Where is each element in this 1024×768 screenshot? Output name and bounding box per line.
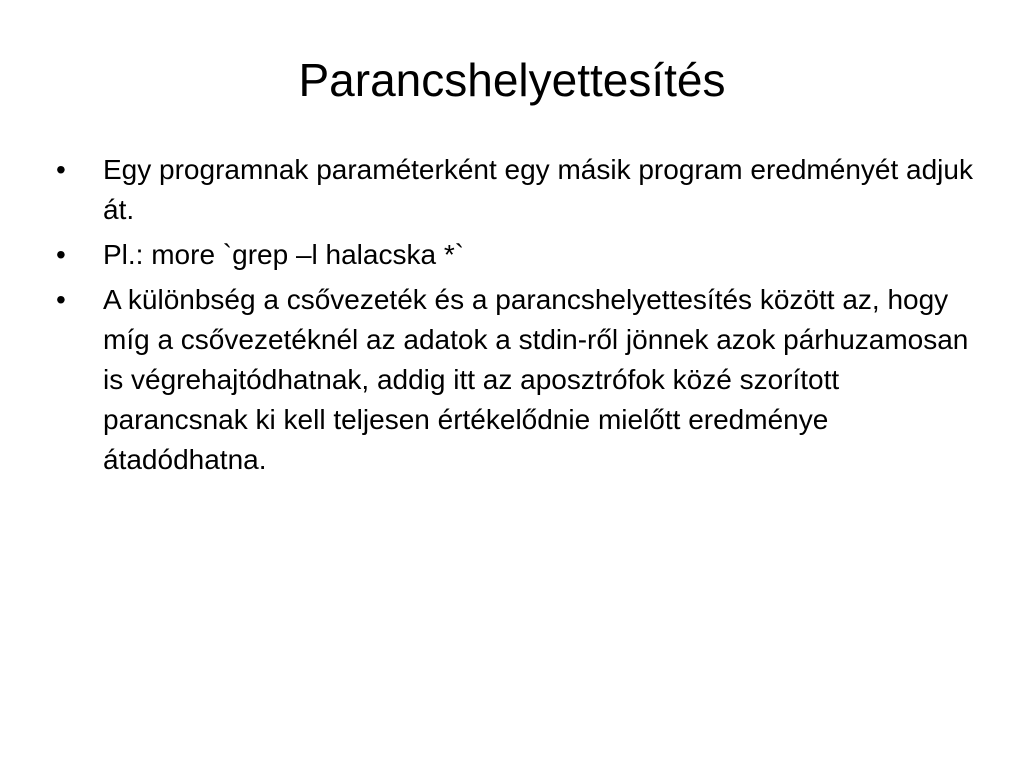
bullet-item	[56, 280, 976, 480]
bullet-icon: •	[56, 284, 66, 315]
bullet-text: Pl.: more `grep –l halacska *`	[103, 239, 465, 270]
bullet-text: A különbség a csővezeték és a parancshelyettesítés között az, hogy míg a csővezetéknél az adatok a stdin-ről jönnek azok párhuzamosan is végrehajtódhatnak, addig itt az aposztrófok közé szorított parancsnak ki kell teljesen értékelődnie mielőtt eredménye átadódhatna.	[103, 284, 969, 475]
bullet-item	[56, 235, 976, 275]
bullet-icon: •	[56, 239, 66, 270]
bullet-icon: •	[56, 154, 66, 185]
bullet-text: Egy programnak paraméterként egy másik program eredményét adjuk át.	[103, 154, 973, 225]
slide-title: Parancshelyettesítés	[298, 54, 726, 106]
bullet-item	[56, 150, 976, 230]
bullet-list	[56, 150, 976, 485]
